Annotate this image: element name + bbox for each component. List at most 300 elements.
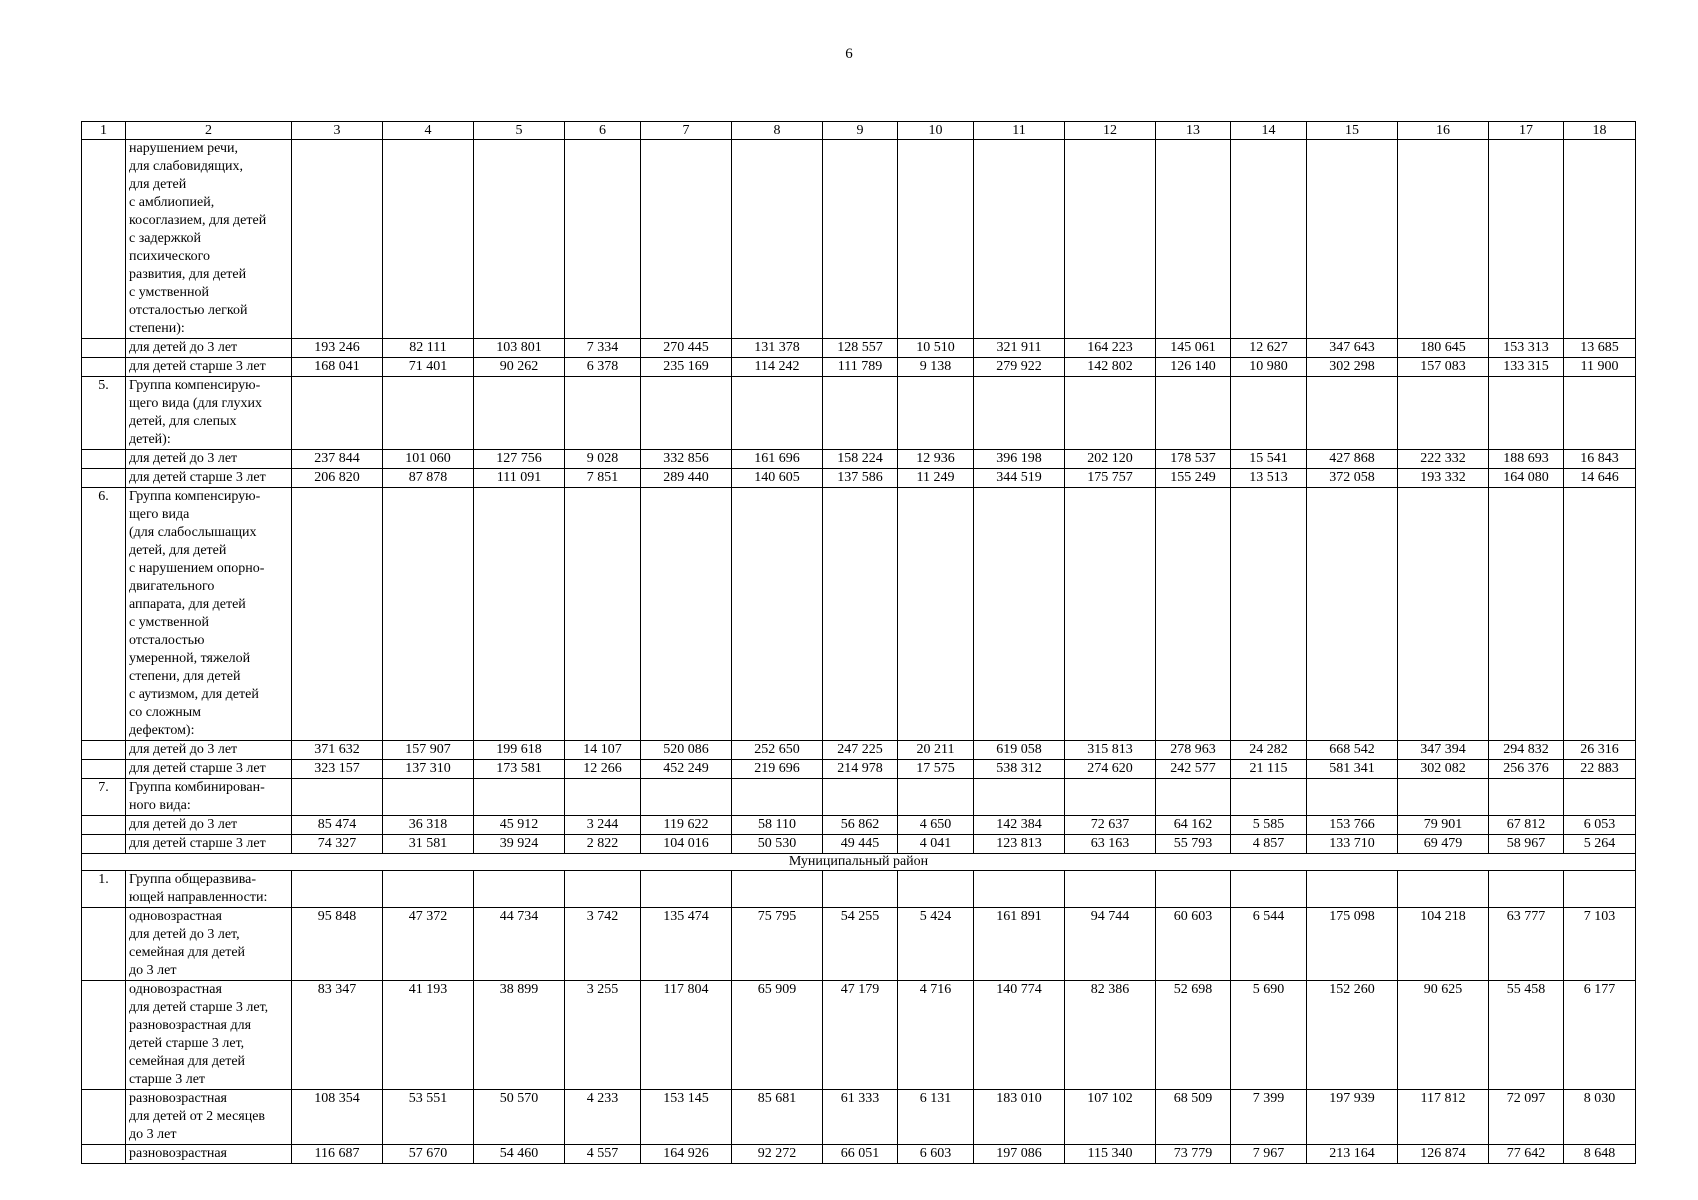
- value-cell: [474, 779, 565, 816]
- value-cell: [732, 779, 823, 816]
- row-label: одновозрастная для детей старше 3 лет, разновозрастная для детей старше 3 лет, семейная для детей старше 3 лет: [126, 981, 292, 1090]
- column-number-cell: 15: [1307, 122, 1398, 140]
- value-cell: 90 262: [474, 358, 565, 377]
- value-cell: [641, 377, 732, 450]
- value-cell: [1307, 377, 1398, 450]
- value-cell: 127 756: [474, 450, 565, 469]
- value-cell: 278 963: [1156, 741, 1231, 760]
- value-cell: 237 844: [292, 450, 383, 469]
- value-cell: 49 445: [823, 835, 898, 854]
- value-cell: [641, 779, 732, 816]
- row-number: [82, 450, 126, 469]
- value-cell: [1398, 488, 1489, 741]
- value-cell: 302 298: [1307, 358, 1398, 377]
- group-heading-row: [82, 140, 1636, 339]
- row-number: 1.: [82, 871, 126, 908]
- value-cell: 142 802: [1065, 358, 1156, 377]
- value-cell: 82 386: [1065, 981, 1156, 1090]
- table-row: [82, 339, 1636, 358]
- value-cell: 104 016: [641, 835, 732, 854]
- value-cell: 214 978: [823, 760, 898, 779]
- value-cell: 302 082: [1398, 760, 1489, 779]
- value-cell: 126 140: [1156, 358, 1231, 377]
- row-number: 5.: [82, 377, 126, 450]
- row-label: для детей до 3 лет: [126, 816, 292, 835]
- row-label: нарушением речи, для слабовидящих, для детей с амблиопией, косоглазием, для детей с задержкой психического развития, для детей с умственной отсталостью легкой степени):: [126, 140, 292, 339]
- value-cell: [1398, 140, 1489, 339]
- value-cell: 197 939: [1307, 1090, 1398, 1145]
- value-cell: 5 690: [1231, 981, 1307, 1090]
- value-cell: 68 509: [1156, 1090, 1231, 1145]
- value-cell: 4 857: [1231, 835, 1307, 854]
- value-cell: 157 083: [1398, 358, 1489, 377]
- value-cell: [1156, 871, 1231, 908]
- value-cell: 222 332: [1398, 450, 1489, 469]
- value-cell: 175 098: [1307, 908, 1398, 981]
- value-cell: 85 681: [732, 1090, 823, 1145]
- value-cell: 131 378: [732, 339, 823, 358]
- value-cell: [974, 779, 1065, 816]
- value-cell: 13 513: [1231, 469, 1307, 488]
- section-row: [82, 854, 1636, 871]
- value-cell: 87 878: [383, 469, 474, 488]
- value-cell: 108 354: [292, 1090, 383, 1145]
- value-cell: 92 272: [732, 1145, 823, 1164]
- table-row: [82, 469, 1636, 488]
- row-label: разновозрастная: [126, 1145, 292, 1164]
- value-cell: 178 537: [1156, 450, 1231, 469]
- value-cell: 668 542: [1307, 741, 1398, 760]
- value-cell: 10 510: [898, 339, 974, 358]
- value-cell: [1489, 488, 1564, 741]
- value-cell: 22 883: [1564, 760, 1636, 779]
- value-cell: 6 544: [1231, 908, 1307, 981]
- value-cell: 4 233: [565, 1090, 641, 1145]
- value-cell: 3 255: [565, 981, 641, 1090]
- value-cell: [823, 871, 898, 908]
- value-cell: 155 249: [1156, 469, 1231, 488]
- value-cell: 3 244: [565, 816, 641, 835]
- value-cell: 164 926: [641, 1145, 732, 1164]
- value-cell: 67 812: [1489, 816, 1564, 835]
- value-cell: 5 585: [1231, 816, 1307, 835]
- value-cell: 119 622: [641, 816, 732, 835]
- value-cell: 274 620: [1065, 760, 1156, 779]
- value-cell: 193 246: [292, 339, 383, 358]
- value-cell: 142 384: [974, 816, 1065, 835]
- table-body: [82, 122, 1636, 1164]
- value-cell: 58 110: [732, 816, 823, 835]
- value-cell: [898, 488, 974, 741]
- value-cell: 173 581: [474, 760, 565, 779]
- row-number: [82, 835, 126, 854]
- value-cell: [383, 871, 474, 908]
- value-cell: [974, 140, 1065, 339]
- value-cell: 252 650: [732, 741, 823, 760]
- value-cell: 75 795: [732, 908, 823, 981]
- value-cell: 83 347: [292, 981, 383, 1090]
- row-number: [82, 358, 126, 377]
- value-cell: 85 474: [292, 816, 383, 835]
- value-cell: 145 061: [1156, 339, 1231, 358]
- table-row: [82, 358, 1636, 377]
- value-cell: 65 909: [732, 981, 823, 1090]
- value-cell: [1564, 140, 1636, 339]
- value-cell: [1564, 871, 1636, 908]
- value-cell: 95 848: [292, 908, 383, 981]
- column-number-cell: 11: [974, 122, 1065, 140]
- value-cell: 44 734: [474, 908, 565, 981]
- value-cell: 256 376: [1489, 760, 1564, 779]
- value-cell: 116 687: [292, 1145, 383, 1164]
- row-label: Группа компенсирую- щего вида (для слабослышащих детей, для детей с нарушением опорно- двигательного аппарата, для детей с умственной отсталостью умеренной, тяжелой степени, для детей с аутизмом, для детей со сложным дефектом):: [126, 488, 292, 741]
- value-cell: 183 010: [974, 1090, 1065, 1145]
- value-cell: 206 820: [292, 469, 383, 488]
- value-cell: [823, 140, 898, 339]
- column-number-cell: 3: [292, 122, 383, 140]
- value-cell: 7 851: [565, 469, 641, 488]
- group-heading-row: [82, 871, 1636, 908]
- value-cell: [1564, 377, 1636, 450]
- value-cell: 158 224: [823, 450, 898, 469]
- value-cell: 14 646: [1564, 469, 1636, 488]
- column-number-cell: 5: [474, 122, 565, 140]
- value-cell: [292, 488, 383, 741]
- value-cell: 133 710: [1307, 835, 1398, 854]
- value-cell: 94 744: [1065, 908, 1156, 981]
- value-cell: [1065, 871, 1156, 908]
- value-cell: 538 312: [974, 760, 1065, 779]
- value-cell: 164 223: [1065, 339, 1156, 358]
- column-number-cell: 14: [1231, 122, 1307, 140]
- value-cell: [1156, 488, 1231, 741]
- value-cell: 73 779: [1156, 1145, 1231, 1164]
- value-cell: 55 793: [1156, 835, 1231, 854]
- value-cell: 21 115: [1231, 760, 1307, 779]
- value-cell: [474, 488, 565, 741]
- value-cell: 6 378: [565, 358, 641, 377]
- value-cell: [1156, 140, 1231, 339]
- column-number-cell: 4: [383, 122, 474, 140]
- value-cell: 126 874: [1398, 1145, 1489, 1164]
- value-cell: 12 627: [1231, 339, 1307, 358]
- value-cell: 72 097: [1489, 1090, 1564, 1145]
- value-cell: [383, 377, 474, 450]
- row-number: 7.: [82, 779, 126, 816]
- value-cell: 50 530: [732, 835, 823, 854]
- column-number-cell: 7: [641, 122, 732, 140]
- value-cell: [823, 377, 898, 450]
- value-cell: [1489, 377, 1564, 450]
- row-number: [82, 1145, 126, 1164]
- row-label: для детей до 3 лет: [126, 450, 292, 469]
- row-number: [82, 908, 126, 981]
- value-cell: 197 086: [974, 1145, 1065, 1164]
- value-cell: 199 618: [474, 741, 565, 760]
- value-cell: 17 575: [898, 760, 974, 779]
- value-cell: [898, 140, 974, 339]
- value-cell: 61 333: [823, 1090, 898, 1145]
- value-cell: 54 255: [823, 908, 898, 981]
- value-cell: 117 812: [1398, 1090, 1489, 1145]
- value-cell: 371 632: [292, 741, 383, 760]
- value-cell: 66 051: [823, 1145, 898, 1164]
- value-cell: [292, 871, 383, 908]
- value-cell: 188 693: [1489, 450, 1564, 469]
- value-cell: 63 777: [1489, 908, 1564, 981]
- row-label: для детей до 3 лет: [126, 741, 292, 760]
- value-cell: [641, 140, 732, 339]
- row-number: [82, 981, 126, 1090]
- value-cell: 161 696: [732, 450, 823, 469]
- value-cell: 4 557: [565, 1145, 641, 1164]
- value-cell: 57 670: [383, 1145, 474, 1164]
- value-cell: 137 310: [383, 760, 474, 779]
- value-cell: 50 570: [474, 1090, 565, 1145]
- row-number: [82, 760, 126, 779]
- value-cell: 6 053: [1564, 816, 1636, 835]
- value-cell: [1489, 140, 1564, 339]
- value-cell: 4 041: [898, 835, 974, 854]
- value-cell: 111 091: [474, 469, 565, 488]
- value-cell: 213 164: [1307, 1145, 1398, 1164]
- value-cell: 321 911: [974, 339, 1065, 358]
- row-label: для детей старше 3 лет: [126, 358, 292, 377]
- row-number: [82, 1090, 126, 1145]
- value-cell: 64 162: [1156, 816, 1231, 835]
- value-cell: [1065, 779, 1156, 816]
- value-cell: [1307, 488, 1398, 741]
- column-number-cell: 1: [82, 122, 126, 140]
- value-cell: 26 316: [1564, 741, 1636, 760]
- value-cell: [1231, 871, 1307, 908]
- value-cell: 107 102: [1065, 1090, 1156, 1145]
- value-cell: 114 242: [732, 358, 823, 377]
- value-cell: [1398, 779, 1489, 816]
- section-title: Муниципальный район: [82, 854, 1636, 871]
- value-cell: [1564, 779, 1636, 816]
- value-cell: 52 698: [1156, 981, 1231, 1090]
- value-cell: 55 458: [1489, 981, 1564, 1090]
- value-cell: 270 445: [641, 339, 732, 358]
- value-cell: [1231, 140, 1307, 339]
- value-cell: 9 138: [898, 358, 974, 377]
- value-cell: 193 332: [1398, 469, 1489, 488]
- value-cell: 77 642: [1489, 1145, 1564, 1164]
- value-cell: [565, 140, 641, 339]
- value-cell: 242 577: [1156, 760, 1231, 779]
- value-cell: 153 766: [1307, 816, 1398, 835]
- value-cell: [1307, 140, 1398, 339]
- row-number: [82, 741, 126, 760]
- row-number: [82, 469, 126, 488]
- group-heading-row: [82, 488, 1636, 741]
- value-cell: [898, 779, 974, 816]
- value-cell: [1489, 871, 1564, 908]
- value-cell: 104 218: [1398, 908, 1489, 981]
- column-number-cell: 9: [823, 122, 898, 140]
- value-cell: [1156, 779, 1231, 816]
- value-cell: [974, 488, 1065, 741]
- value-cell: [1231, 488, 1307, 741]
- value-cell: 6 603: [898, 1145, 974, 1164]
- value-cell: 2 822: [565, 835, 641, 854]
- row-label: одновозрастная для детей до 3 лет, семейная для детей до 3 лет: [126, 908, 292, 981]
- value-cell: [1231, 779, 1307, 816]
- value-cell: 294 832: [1489, 741, 1564, 760]
- value-cell: [474, 871, 565, 908]
- value-cell: [974, 377, 1065, 450]
- value-cell: [292, 140, 383, 339]
- value-cell: [474, 140, 565, 339]
- value-cell: 74 327: [292, 835, 383, 854]
- value-cell: 452 249: [641, 760, 732, 779]
- group-heading-row: [82, 377, 1636, 450]
- value-cell: 157 907: [383, 741, 474, 760]
- value-cell: [565, 488, 641, 741]
- value-cell: 56 862: [823, 816, 898, 835]
- value-cell: 5 264: [1564, 835, 1636, 854]
- table-row: [82, 741, 1636, 760]
- value-cell: 45 912: [474, 816, 565, 835]
- value-cell: 279 922: [974, 358, 1065, 377]
- value-cell: [1231, 377, 1307, 450]
- value-cell: 175 757: [1065, 469, 1156, 488]
- table-row: [82, 835, 1636, 854]
- row-label: Группа компенсирую- щего вида (для глухих детей, для слепых детей):: [126, 377, 292, 450]
- value-cell: 581 341: [1307, 760, 1398, 779]
- value-cell: 7 103: [1564, 908, 1636, 981]
- table-row: [82, 908, 1636, 981]
- value-cell: 140 605: [732, 469, 823, 488]
- value-cell: 111 789: [823, 358, 898, 377]
- row-number: [82, 140, 126, 339]
- value-cell: 53 551: [383, 1090, 474, 1145]
- value-cell: 15 541: [1231, 450, 1307, 469]
- row-label: для детей старше 3 лет: [126, 760, 292, 779]
- column-number-cell: 12: [1065, 122, 1156, 140]
- value-cell: [1398, 377, 1489, 450]
- value-cell: 39 924: [474, 835, 565, 854]
- value-cell: 235 169: [641, 358, 732, 377]
- value-cell: 6 177: [1564, 981, 1636, 1090]
- value-cell: 10 980: [1231, 358, 1307, 377]
- value-cell: 344 519: [974, 469, 1065, 488]
- value-cell: [1065, 377, 1156, 450]
- row-label: для детей до 3 лет: [126, 339, 292, 358]
- row-label: Группа общеразвива- ющей направленности:: [126, 871, 292, 908]
- value-cell: [1065, 140, 1156, 339]
- value-cell: [898, 377, 974, 450]
- value-cell: 315 813: [1065, 741, 1156, 760]
- value-cell: [732, 871, 823, 908]
- value-cell: [974, 871, 1065, 908]
- value-cell: 71 401: [383, 358, 474, 377]
- value-cell: [292, 779, 383, 816]
- row-number: [82, 339, 126, 358]
- value-cell: [823, 488, 898, 741]
- value-cell: 7 967: [1231, 1145, 1307, 1164]
- value-cell: [732, 377, 823, 450]
- value-cell: 90 625: [1398, 981, 1489, 1090]
- value-cell: [565, 871, 641, 908]
- column-number-cell: 17: [1489, 122, 1564, 140]
- value-cell: 47 179: [823, 981, 898, 1090]
- column-number-row: [82, 122, 1636, 140]
- value-cell: 619 058: [974, 741, 1065, 760]
- value-cell: 135 474: [641, 908, 732, 981]
- value-cell: 332 856: [641, 450, 732, 469]
- column-number-cell: 2: [126, 122, 292, 140]
- value-cell: 8 648: [1564, 1145, 1636, 1164]
- value-cell: 58 967: [1489, 835, 1564, 854]
- value-cell: 153 145: [641, 1090, 732, 1145]
- value-cell: [383, 488, 474, 741]
- value-cell: [1156, 377, 1231, 450]
- value-cell: 180 645: [1398, 339, 1489, 358]
- value-cell: [1307, 779, 1398, 816]
- value-cell: [823, 779, 898, 816]
- row-number: 6.: [82, 488, 126, 741]
- value-cell: [732, 140, 823, 339]
- value-cell: 372 058: [1307, 469, 1398, 488]
- value-cell: [1564, 488, 1636, 741]
- column-number-cell: 16: [1398, 122, 1489, 140]
- value-cell: 82 111: [383, 339, 474, 358]
- value-cell: [1489, 779, 1564, 816]
- value-cell: 396 198: [974, 450, 1065, 469]
- value-cell: 6 131: [898, 1090, 974, 1145]
- value-cell: [292, 377, 383, 450]
- value-cell: 164 080: [1489, 469, 1564, 488]
- value-cell: 72 637: [1065, 816, 1156, 835]
- column-number-cell: 6: [565, 122, 641, 140]
- table-row: [82, 760, 1636, 779]
- value-cell: 60 603: [1156, 908, 1231, 981]
- value-cell: 140 774: [974, 981, 1065, 1090]
- value-cell: 153 313: [1489, 339, 1564, 358]
- value-cell: 11 900: [1564, 358, 1636, 377]
- value-cell: 323 157: [292, 760, 383, 779]
- column-number-cell: 13: [1156, 122, 1231, 140]
- table-row: [82, 816, 1636, 835]
- value-cell: 31 581: [383, 835, 474, 854]
- value-cell: [898, 871, 974, 908]
- value-cell: [1307, 871, 1398, 908]
- table-row: [82, 1145, 1636, 1164]
- value-cell: 3 742: [565, 908, 641, 981]
- value-cell: [383, 779, 474, 816]
- value-cell: 20 211: [898, 741, 974, 760]
- value-cell: 69 479: [1398, 835, 1489, 854]
- table-row: [82, 450, 1636, 469]
- value-cell: 289 440: [641, 469, 732, 488]
- value-cell: [474, 377, 565, 450]
- value-cell: [641, 871, 732, 908]
- value-cell: 63 163: [1065, 835, 1156, 854]
- group-heading-row: [82, 779, 1636, 816]
- value-cell: 347 394: [1398, 741, 1489, 760]
- value-cell: 12 266: [565, 760, 641, 779]
- tariff-table: [81, 121, 1636, 1164]
- page-number: 6: [845, 46, 853, 62]
- row-label: для детей старше 3 лет: [126, 469, 292, 488]
- value-cell: 5 424: [898, 908, 974, 981]
- value-cell: 7 334: [565, 339, 641, 358]
- value-cell: 16 843: [1564, 450, 1636, 469]
- table-row: [82, 1090, 1636, 1145]
- value-cell: 219 696: [732, 760, 823, 779]
